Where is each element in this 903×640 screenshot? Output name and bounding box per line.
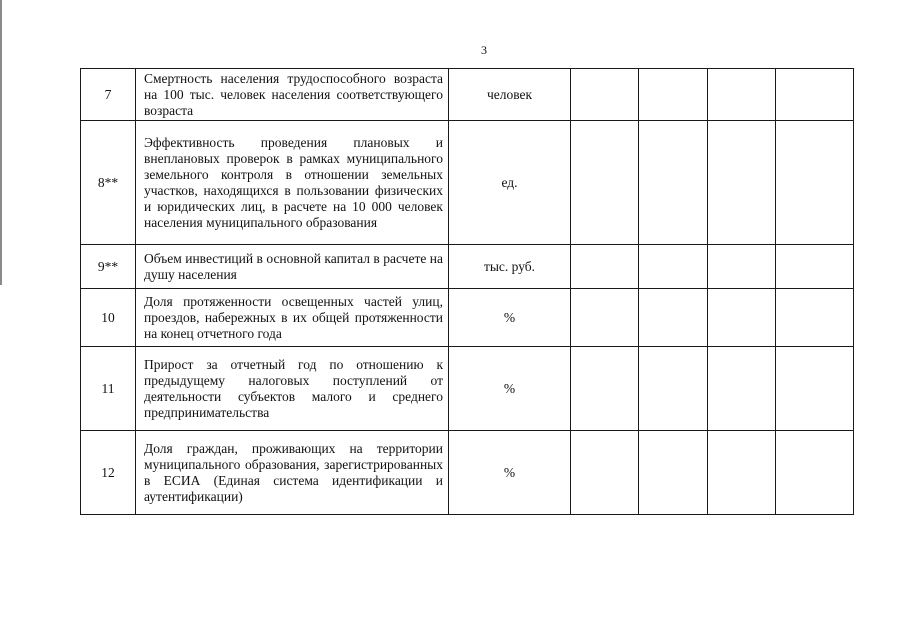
unit-cell: % [449, 431, 571, 515]
table-row [81, 347, 854, 431]
row-number: 12 [81, 431, 136, 515]
indicator-name: Прирост за отчетный год по отношению к предыдущему налоговых поступлений от деятельности субъектов малого и среднего предпринимательства [136, 347, 449, 431]
row-number: 10 [81, 289, 136, 347]
indicator-name: Объем инвестиций в основной капитал в расчете на душу населения [136, 245, 449, 289]
row-number: 11 [81, 347, 136, 431]
value-cell [776, 289, 854, 347]
unit-cell: % [449, 347, 571, 431]
value-cell [639, 289, 708, 347]
indicator-name: Смертность населения трудоспособного возраста на 100 тыс. человек населения соответствующего возраста [136, 69, 449, 121]
value-cell [776, 69, 854, 121]
row-number: 9** [81, 245, 136, 289]
table-row [81, 289, 854, 347]
indicators-table [80, 68, 854, 515]
value-cell [776, 431, 854, 515]
indicator-name: Эффективность проведения плановых и внеплановых проверок в рамках муниципального земельного контроля в отношении земельных участков, находящихся в пользовании физических и юридических лиц, в расчете на 10 000 человек населения муниципального образования [136, 121, 449, 245]
table-row [81, 245, 854, 289]
value-cell [708, 121, 776, 245]
table-row [81, 431, 854, 515]
value-cell [708, 245, 776, 289]
value-cell [571, 69, 639, 121]
value-cell [708, 69, 776, 121]
value-cell [571, 121, 639, 245]
value-cell [639, 245, 708, 289]
value-cell [639, 347, 708, 431]
value-cell [776, 121, 854, 245]
unit-cell: % [449, 289, 571, 347]
value-cell [708, 289, 776, 347]
value-cell [708, 347, 776, 431]
page-number: 3 [481, 43, 487, 57]
unit-cell: человек [449, 69, 571, 121]
row-number: 7 [81, 69, 136, 121]
value-cell [571, 347, 639, 431]
table-row [81, 121, 854, 245]
value-cell [571, 431, 639, 515]
scan-edge-line [0, 0, 2, 285]
unit-cell: тыс. руб. [449, 245, 571, 289]
value-cell [571, 289, 639, 347]
value-cell [571, 245, 639, 289]
value-cell [639, 121, 708, 245]
row-number: 8** [81, 121, 136, 245]
value-cell [776, 245, 854, 289]
value-cell [639, 431, 708, 515]
table-row [81, 69, 854, 121]
value-cell [708, 431, 776, 515]
value-cell [776, 347, 854, 431]
indicator-name: Доля граждан, проживающих на территории муниципального образования, зарегистрированных в ЕСИА (Единая система идентификации и аутентификации) [136, 431, 449, 515]
indicator-name: Доля протяженности освещенных частей улиц, проездов, набережных в их общей протяженности на конец отчетного года [136, 289, 449, 347]
unit-cell: ед. [449, 121, 571, 245]
value-cell [639, 69, 708, 121]
